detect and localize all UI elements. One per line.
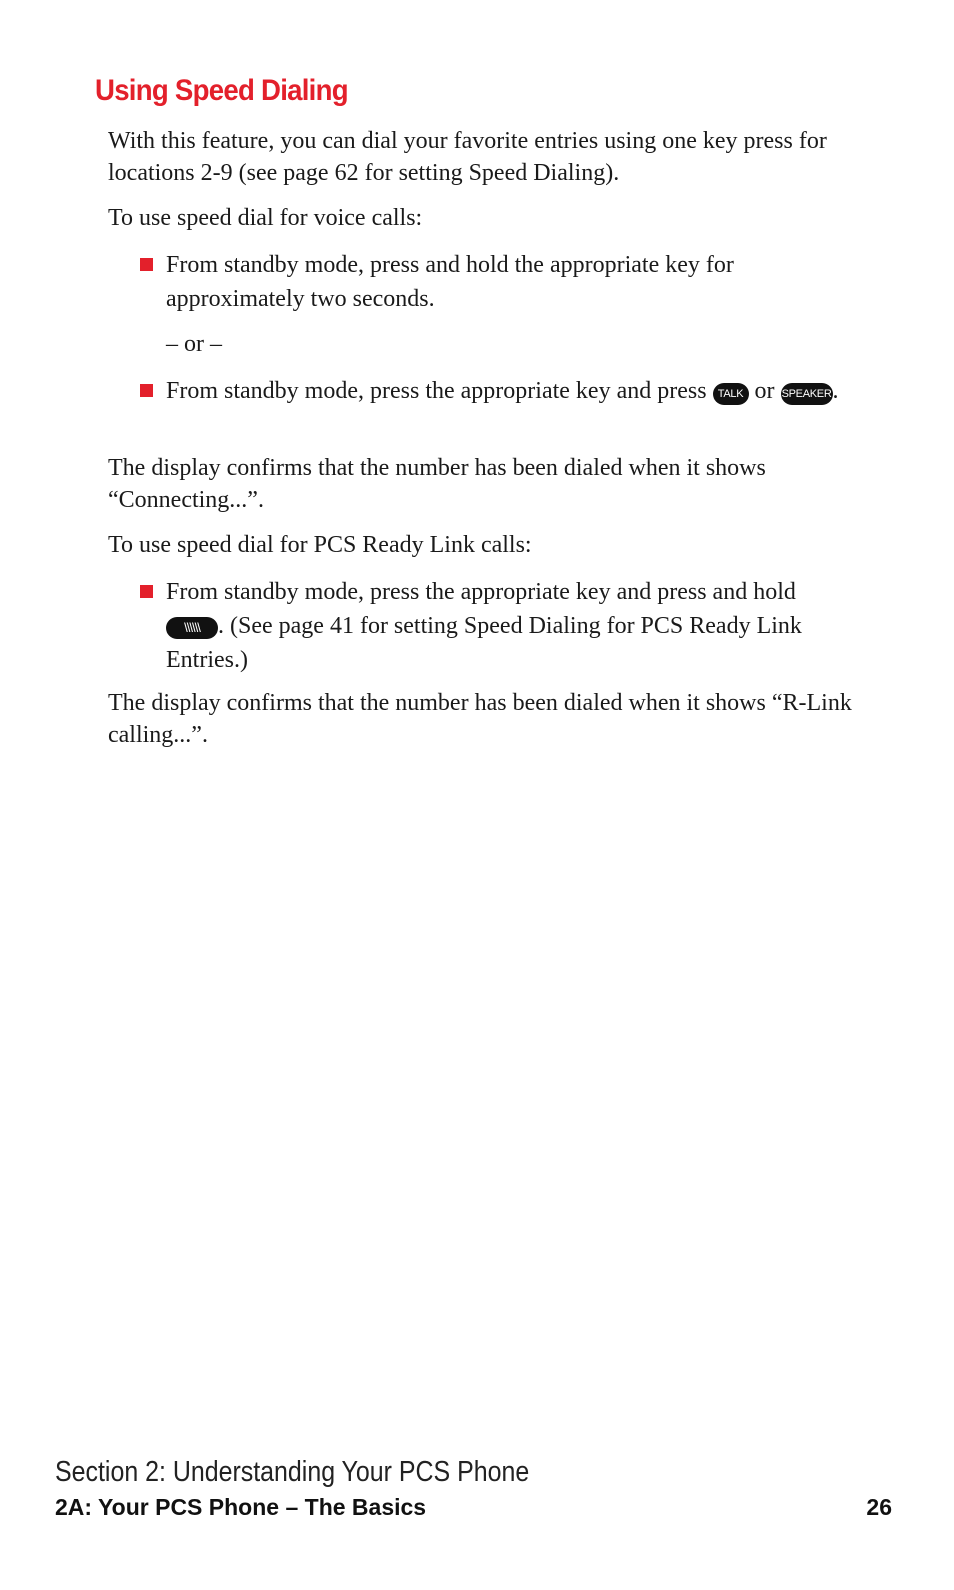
bullet-text-part: . <box>832 378 839 404</box>
bullet-text-part: . (See page 41 for setting Speed Dialing for PCS Ready Link Entries.) <box>166 613 802 673</box>
voice-bullet-press <box>140 374 852 408</box>
bullet-square-icon <box>140 258 153 271</box>
page-heading: Using Speed Dialing <box>95 74 348 107</box>
or-separator: – or – <box>166 331 222 357</box>
footer-chapter-title: 2A: Your PCS Phone – The Basics <box>55 1494 427 1520</box>
bullet-text-part: or <box>748 378 781 404</box>
intro-paragraph: With this feature, you can dial your favorite entries using one key press for locations 2-9 (see page 62 for setting Speed Dialing). <box>108 128 827 186</box>
bullet-text-part: From standby mode, press the appropriate key and press <box>166 378 713 404</box>
speaker-key-icon: SPEAKER <box>781 383 833 405</box>
footer-page-number: 26 <box>866 1494 892 1520</box>
bullet-text <box>140 575 852 677</box>
talk-key-icon: TALK <box>713 383 749 405</box>
ready-link-key-icon: \\\\\\ <box>166 617 218 639</box>
voice-bullet-hold <box>140 248 852 316</box>
voice-calls-lead: To use speed dial for voice calls: <box>108 205 423 231</box>
confirm-voice-paragraph: The display confirms that the number has been dialed when it shows “Connecting...”. <box>108 455 766 513</box>
rlink-calls-lead: To use speed dial for PCS Ready Link calls: <box>108 532 532 558</box>
bullet-text: From standby mode, press and hold the appropriate key for approximately two seconds. <box>166 252 734 312</box>
bullet-text-part: From standby mode, press the appropriate key and press and hold <box>166 579 796 605</box>
footer-section-title: Section 2: Understanding Your PCS Phone <box>55 1456 530 1488</box>
bullet-square-icon <box>140 384 153 397</box>
bullet-square-icon <box>140 585 153 598</box>
confirm-rlink-paragraph: The display confirms that the number has been dialed when it shows “R-Link calling...”. <box>108 690 852 748</box>
rlink-bullet <box>140 575 852 677</box>
bullet-text <box>140 374 852 408</box>
